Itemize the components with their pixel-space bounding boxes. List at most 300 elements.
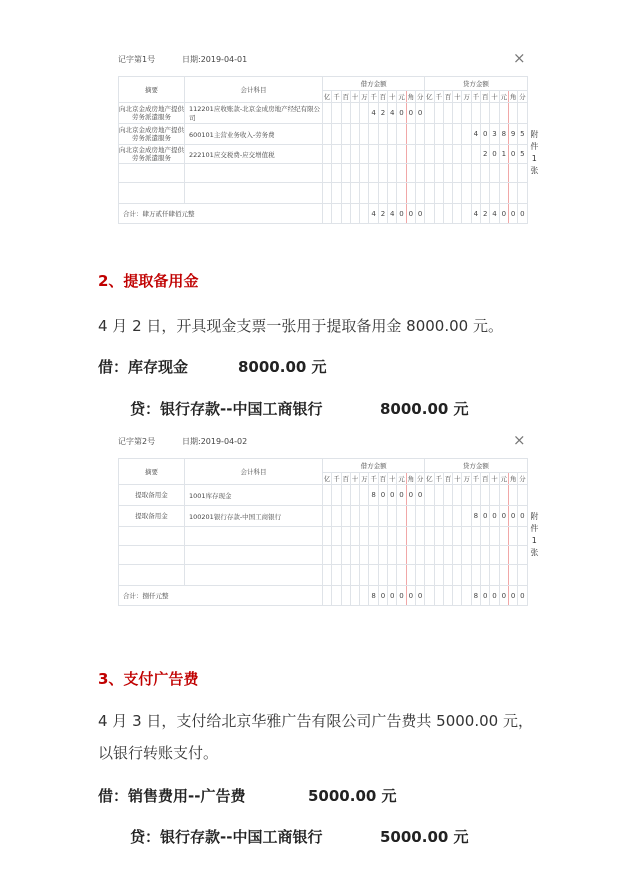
section-2-title: 2、提取备用金 xyxy=(98,272,199,290)
debit-digit xyxy=(388,145,397,164)
voucher-1 xyxy=(118,49,539,224)
voucher-header xyxy=(118,431,528,458)
summary-cell[interactable] xyxy=(119,527,185,546)
credit-digit xyxy=(453,527,462,546)
voucher-row xyxy=(119,103,542,124)
credit-digit: 5 xyxy=(518,124,527,145)
debit-digit: 4 xyxy=(388,103,397,124)
debit-digit xyxy=(350,164,359,183)
debit-unit-label: 百 xyxy=(341,91,350,103)
credit-digit xyxy=(434,124,443,145)
subject-cell[interactable] xyxy=(185,183,323,204)
debit-digit xyxy=(323,183,332,204)
subject-cell[interactable]: 112201应收账款-北京金成房地产经纪有限公司 xyxy=(185,103,323,124)
debit-digit xyxy=(341,164,350,183)
credit-digit xyxy=(425,565,434,586)
summary-cell[interactable] xyxy=(119,546,185,565)
credit-unit-label: 千 xyxy=(434,473,443,485)
credit-digit xyxy=(518,485,527,506)
debit-unit-label: 十 xyxy=(388,473,397,485)
credit-digit xyxy=(462,527,471,546)
debit-unit-label: 元 xyxy=(397,91,406,103)
credit-digit xyxy=(481,485,490,506)
credit-digit xyxy=(434,586,443,606)
total-label: 合计：捌仟元整 xyxy=(119,586,323,606)
credit-digit xyxy=(499,565,508,586)
debit-digit xyxy=(341,546,350,565)
debit-digit xyxy=(360,103,369,124)
credit-digit: 1 xyxy=(499,145,508,164)
credit-digit: 4 xyxy=(490,204,499,224)
credit-digit xyxy=(471,145,480,164)
debit-digit: 4 xyxy=(388,204,397,224)
credit-unit-label: 万 xyxy=(462,91,471,103)
debit-digit xyxy=(369,124,378,145)
debit-digit: 0 xyxy=(388,485,397,506)
debit-digit xyxy=(341,565,350,586)
credit-digit: 0 xyxy=(481,124,490,145)
debit-digit: 0 xyxy=(397,485,406,506)
summary-cell[interactable] xyxy=(119,183,185,204)
credit-digit: 0 xyxy=(518,506,527,527)
debit-account: 借：库存现金 xyxy=(98,358,189,376)
attachment-column xyxy=(527,91,541,103)
credit-digit xyxy=(434,164,443,183)
credit-amount: 8000.00 元 xyxy=(380,400,469,418)
credit-digit: 0 xyxy=(518,204,527,224)
debit-unit-label: 亿 xyxy=(323,473,332,485)
debit-digit xyxy=(350,103,359,124)
credit-digit xyxy=(434,145,443,164)
credit-digit xyxy=(508,527,517,546)
credit-digit xyxy=(462,565,471,586)
debit-digit xyxy=(397,565,406,586)
attachment-column xyxy=(527,459,541,473)
credit-digit xyxy=(490,164,499,183)
credit-digit: 0 xyxy=(490,506,499,527)
debit-digit xyxy=(360,485,369,506)
credit-digit xyxy=(481,565,490,586)
subject-cell[interactable] xyxy=(185,565,323,586)
voucher-row xyxy=(119,145,542,164)
debit-unit-label: 角 xyxy=(406,91,415,103)
credit-digit xyxy=(425,124,434,145)
debit-amount-header: 借方金额 xyxy=(323,459,425,473)
credit-digit xyxy=(434,485,443,506)
credit-digit xyxy=(490,546,499,565)
subject-cell[interactable]: 222101应交税费-应交增值税 xyxy=(185,145,323,164)
summary-cell[interactable] xyxy=(119,164,185,183)
credit-unit-label: 角 xyxy=(508,473,517,485)
credit-digit xyxy=(453,145,462,164)
debit-digit xyxy=(332,546,341,565)
attachment-column xyxy=(527,565,541,586)
debit-unit-label: 百 xyxy=(341,473,350,485)
credit-unit-label: 千 xyxy=(471,473,480,485)
credit-unit-label: 十 xyxy=(490,473,499,485)
summary-cell[interactable]: 提取备用金 xyxy=(119,506,185,527)
credit-digit xyxy=(508,164,517,183)
attachment-column xyxy=(527,183,541,204)
debit-digit xyxy=(360,183,369,204)
summary-cell[interactable]: 向北京金成房地产提供劳务派遣服务 xyxy=(119,103,185,124)
debit-digit xyxy=(397,527,406,546)
credit-digit xyxy=(499,183,508,204)
credit-digit xyxy=(518,103,527,124)
debit-digit xyxy=(360,527,369,546)
debit-unit-label: 十 xyxy=(350,473,359,485)
debit-digit xyxy=(378,183,387,204)
credit-digit xyxy=(471,164,480,183)
debit-digit xyxy=(360,145,369,164)
voucher-table xyxy=(118,458,541,606)
debit-digit xyxy=(350,506,359,527)
debit-digit xyxy=(369,164,378,183)
voucher-row xyxy=(119,546,542,565)
subject-cell[interactable]: 100201银行存款-中国工商银行 xyxy=(185,506,323,527)
attachment-char: 件 xyxy=(530,524,539,533)
credit-digit xyxy=(453,103,462,124)
voucher-row xyxy=(119,124,542,145)
credit-digit: 0 xyxy=(508,586,517,606)
credit-digit xyxy=(425,527,434,546)
voucher-row xyxy=(119,565,542,586)
debit-digit: 4 xyxy=(369,204,378,224)
section-3-description-line2: 以银行转账支付。 xyxy=(98,744,219,762)
section-2-credit-entry xyxy=(130,398,510,420)
credit-digit xyxy=(462,103,471,124)
close-icon[interactable]: × xyxy=(513,431,526,449)
debit-digit xyxy=(415,183,424,204)
credit-digit xyxy=(462,183,471,204)
voucher-2 xyxy=(118,431,539,606)
credit-digit: 0 xyxy=(490,145,499,164)
debit-digit xyxy=(397,506,406,527)
credit-digit xyxy=(481,183,490,204)
credit-digit xyxy=(425,183,434,204)
credit-digit xyxy=(443,103,452,124)
attachment-column xyxy=(527,77,541,91)
credit-digit xyxy=(508,546,517,565)
credit-digit: 0 xyxy=(481,586,490,606)
credit-digit xyxy=(508,103,517,124)
debit-digit xyxy=(415,506,424,527)
debit-digit xyxy=(341,145,350,164)
attachment-count xyxy=(527,124,541,183)
debit-digit: 0 xyxy=(397,103,406,124)
debit-digit: 8 xyxy=(369,485,378,506)
credit-digit xyxy=(490,183,499,204)
credit-digit: 2 xyxy=(481,145,490,164)
attachment-char: 件 xyxy=(530,142,539,151)
debit-amount: 5000.00 元 xyxy=(308,787,397,805)
debit-digit xyxy=(323,546,332,565)
credit-digit xyxy=(453,124,462,145)
credit-unit-label: 百 xyxy=(481,473,490,485)
debit-digit: 4 xyxy=(369,103,378,124)
credit-digit xyxy=(490,485,499,506)
credit-digit xyxy=(453,565,462,586)
debit-unit-label: 千 xyxy=(332,473,341,485)
attachment-char: 1 xyxy=(531,536,537,545)
debit-digit xyxy=(378,506,387,527)
credit-digit xyxy=(471,103,480,124)
summary-header: 摘要 xyxy=(119,459,185,485)
debit-digit xyxy=(350,124,359,145)
credit-digit xyxy=(499,164,508,183)
debit-digit xyxy=(369,565,378,586)
debit-unit-label: 十 xyxy=(350,91,359,103)
debit-unit-label: 百 xyxy=(378,91,387,103)
credit-digit xyxy=(453,183,462,204)
debit-unit-label: 千 xyxy=(369,473,378,485)
credit-digit xyxy=(471,183,480,204)
debit-digit xyxy=(341,527,350,546)
debit-digit: 0 xyxy=(415,586,424,606)
credit-digit xyxy=(518,565,527,586)
subject-cell[interactable]: 600101主营业务收入-劳务费 xyxy=(185,124,323,145)
debit-digit xyxy=(378,565,387,586)
credit-digit xyxy=(518,183,527,204)
credit-digit xyxy=(471,546,480,565)
credit-digit: 0 xyxy=(518,586,527,606)
debit-digit xyxy=(360,586,369,606)
debit-digit xyxy=(388,546,397,565)
credit-digit xyxy=(453,586,462,606)
credit-digit: 8 xyxy=(471,586,480,606)
debit-digit xyxy=(332,164,341,183)
credit-digit xyxy=(425,546,434,565)
credit-digit xyxy=(434,103,443,124)
debit-digit xyxy=(360,164,369,183)
debit-digit xyxy=(397,183,406,204)
debit-digit xyxy=(332,485,341,506)
attachment-column xyxy=(527,473,541,485)
debit-digit xyxy=(332,145,341,164)
debit-digit xyxy=(397,145,406,164)
total-label: 合计：肆万贰仟肆佰元整 xyxy=(119,204,323,224)
credit-digit xyxy=(462,124,471,145)
credit-digit xyxy=(481,164,490,183)
section-3-description-line1: 4 月 3 日，支付给北京华雅广告有限公司广告费共 5000.00 元， xyxy=(98,712,533,730)
summary-cell[interactable] xyxy=(119,565,185,586)
credit-digit xyxy=(443,586,452,606)
debit-digit: 0 xyxy=(406,204,415,224)
credit-unit-label: 亿 xyxy=(425,91,434,103)
credit-unit-label: 分 xyxy=(518,91,527,103)
voucher-row xyxy=(119,164,542,183)
debit-digit xyxy=(332,204,341,224)
debit-digit: 0 xyxy=(397,586,406,606)
debit-digit xyxy=(360,124,369,145)
credit-amount-header: 贷方金额 xyxy=(425,77,527,91)
debit-digit xyxy=(341,183,350,204)
close-icon[interactable]: × xyxy=(513,49,526,67)
credit-digit xyxy=(508,485,517,506)
section-3-title: 3、支付广告费 xyxy=(98,670,199,688)
section-2-description: 4 月 2 日，开具现金支票一张用于提取备用金 8000.00 元。 xyxy=(98,317,503,335)
debit-digit xyxy=(406,546,415,565)
attachment-char: 张 xyxy=(530,166,539,175)
debit-digit xyxy=(406,164,415,183)
debit-digit xyxy=(406,565,415,586)
credit-digit xyxy=(453,485,462,506)
credit-digit: 8 xyxy=(471,506,480,527)
credit-digit xyxy=(425,145,434,164)
credit-digit: 0 xyxy=(499,204,508,224)
debit-unit-label: 千 xyxy=(332,91,341,103)
debit-digit xyxy=(332,124,341,145)
debit-digit: 0 xyxy=(378,586,387,606)
credit-digit: 9 xyxy=(508,124,517,145)
credit-digit xyxy=(462,546,471,565)
attachment-column xyxy=(527,485,541,506)
debit-digit xyxy=(332,527,341,546)
voucher-date: 日期:2019-04-01 xyxy=(182,55,248,64)
debit-digit xyxy=(397,124,406,145)
credit-digit xyxy=(425,485,434,506)
subject-cell[interactable]: 1001库存现金 xyxy=(185,485,323,506)
debit-digit xyxy=(341,103,350,124)
debit-digit: 8 xyxy=(369,586,378,606)
credit-digit xyxy=(443,183,452,204)
credit-digit xyxy=(453,204,462,224)
section-3-credit-entry xyxy=(130,826,510,848)
debit-digit xyxy=(341,124,350,145)
debit-digit xyxy=(332,565,341,586)
debit-digit xyxy=(350,204,359,224)
voucher-row xyxy=(119,506,542,527)
debit-digit xyxy=(369,546,378,565)
credit-unit-label: 万 xyxy=(462,473,471,485)
attachment-char: 1 xyxy=(531,154,537,163)
summary-header: 摘要 xyxy=(119,77,185,103)
credit-digit xyxy=(518,164,527,183)
debit-digit xyxy=(323,145,332,164)
credit-digit: 0 xyxy=(508,204,517,224)
debit-digit xyxy=(369,527,378,546)
debit-digit xyxy=(341,586,350,606)
credit-digit: 5 xyxy=(518,145,527,164)
credit-unit-label: 百 xyxy=(481,91,490,103)
credit-digit: 0 xyxy=(481,506,490,527)
voucher-row xyxy=(119,183,542,204)
credit-digit xyxy=(425,586,434,606)
voucher-date: 日期:2019-04-02 xyxy=(182,437,248,446)
debit-digit xyxy=(323,527,332,546)
debit-unit-label: 万 xyxy=(360,91,369,103)
debit-digit xyxy=(360,204,369,224)
debit-digit xyxy=(388,506,397,527)
credit-account: 贷：银行存款--中国工商银行 xyxy=(130,400,323,418)
voucher-row xyxy=(119,527,542,546)
debit-digit: 0 xyxy=(415,204,424,224)
credit-digit xyxy=(490,103,499,124)
credit-digit: 0 xyxy=(499,586,508,606)
debit-digit xyxy=(406,506,415,527)
credit-digit xyxy=(499,546,508,565)
debit-unit-label: 万 xyxy=(360,473,369,485)
credit-digit xyxy=(453,506,462,527)
debit-unit-label: 分 xyxy=(415,473,424,485)
credit-digit xyxy=(499,527,508,546)
debit-digit xyxy=(323,204,332,224)
credit-digit: 0 xyxy=(490,586,499,606)
credit-unit-label: 千 xyxy=(471,91,480,103)
credit-digit xyxy=(443,204,452,224)
debit-digit xyxy=(415,124,424,145)
debit-digit: 0 xyxy=(406,485,415,506)
credit-unit-label: 十 xyxy=(453,91,462,103)
credit-digit xyxy=(434,183,443,204)
debit-digit xyxy=(350,183,359,204)
credit-amount-header: 贷方金额 xyxy=(425,459,527,473)
debit-digit xyxy=(332,506,341,527)
debit-unit-label: 千 xyxy=(369,91,378,103)
credit-unit-label: 千 xyxy=(434,91,443,103)
voucher-number: 记字第2号 xyxy=(118,437,156,446)
debit-digit: 2 xyxy=(378,103,387,124)
attachment-count xyxy=(527,506,541,565)
credit-digit: 4 xyxy=(471,124,480,145)
debit-digit xyxy=(341,204,350,224)
credit-digit xyxy=(443,527,452,546)
credit-digit xyxy=(462,164,471,183)
debit-digit xyxy=(406,183,415,204)
credit-digit xyxy=(425,506,434,527)
summary-cell[interactable]: 向北京金成房地产提供劳务派遣服务 xyxy=(119,124,185,145)
debit-digit: 0 xyxy=(397,204,406,224)
credit-digit xyxy=(499,485,508,506)
debit-digit xyxy=(332,103,341,124)
subject-cell[interactable] xyxy=(185,164,323,183)
summary-cell[interactable]: 提取备用金 xyxy=(119,485,185,506)
debit-unit-label: 角 xyxy=(406,473,415,485)
debit-digit xyxy=(350,586,359,606)
debit-digit xyxy=(378,145,387,164)
credit-digit xyxy=(425,164,434,183)
summary-cell[interactable]: 向北京金成房地产提供劳务派遣服务 xyxy=(119,146,184,162)
voucher-header xyxy=(118,49,528,76)
credit-digit xyxy=(471,565,480,586)
credit-digit xyxy=(508,183,517,204)
debit-digit xyxy=(369,506,378,527)
credit-digit: 0 xyxy=(499,506,508,527)
voucher-table xyxy=(118,76,541,224)
debit-digit xyxy=(378,124,387,145)
section-2-debit-entry xyxy=(98,356,398,378)
credit-unit-label: 元 xyxy=(499,91,508,103)
subject-cell[interactable] xyxy=(185,527,323,546)
debit-digit xyxy=(388,183,397,204)
debit-digit xyxy=(350,546,359,565)
credit-unit-label: 元 xyxy=(499,473,508,485)
debit-digit xyxy=(369,183,378,204)
debit-digit xyxy=(406,145,415,164)
attachment-char: 附 xyxy=(530,130,539,139)
debit-unit-label: 百 xyxy=(378,473,387,485)
debit-digit xyxy=(378,164,387,183)
subject-cell[interactable] xyxy=(185,546,323,565)
debit-digit: 0 xyxy=(388,586,397,606)
attachment-char: 附 xyxy=(530,512,539,521)
debit-digit xyxy=(388,124,397,145)
credit-unit-label: 十 xyxy=(490,91,499,103)
debit-digit xyxy=(415,527,424,546)
debit-digit xyxy=(350,565,359,586)
credit-digit: 0 xyxy=(508,145,517,164)
credit-unit-label: 十 xyxy=(453,473,462,485)
